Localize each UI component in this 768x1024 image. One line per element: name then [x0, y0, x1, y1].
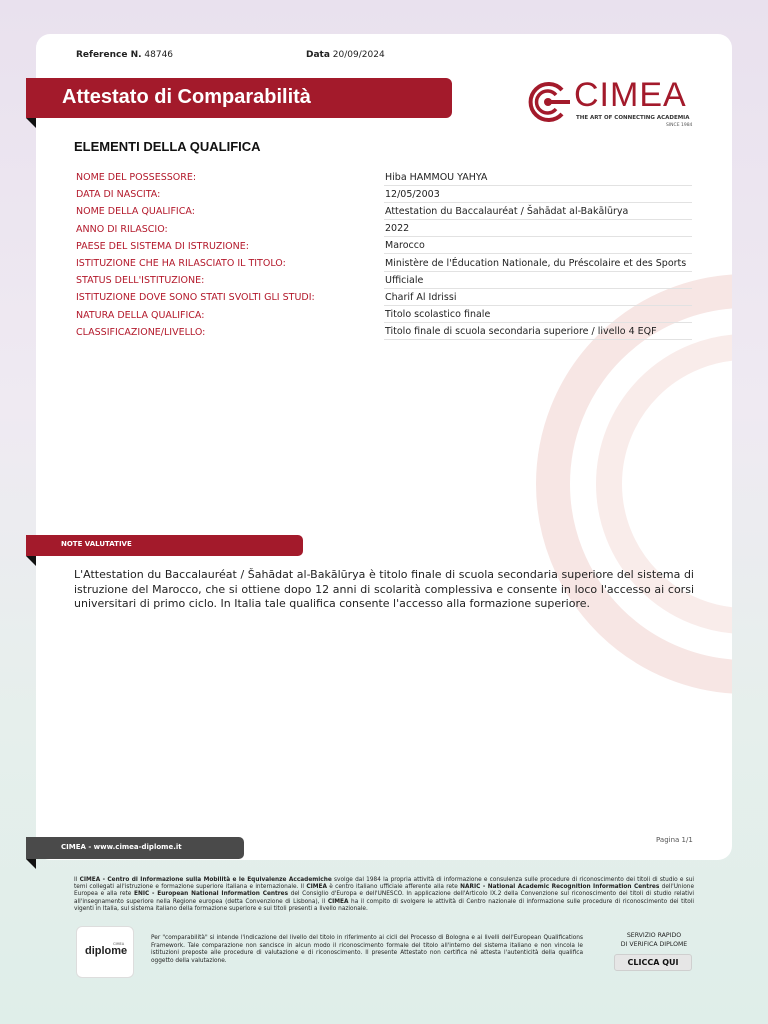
field-value: Ufficiale: [384, 273, 692, 289]
section-title: ELEMENTI DELLA QUALIFICA: [74, 139, 261, 154]
reference-value: 48746: [144, 50, 174, 60]
field-row: [74, 272, 694, 289]
cimea-logo-word: CIMEA: [574, 76, 687, 114]
certificate-card: [36, 34, 732, 860]
diplome-badge[interactable]: [76, 926, 134, 978]
date-label: Data: [306, 50, 330, 60]
legal-text-bold: CIMEA: [327, 898, 349, 905]
field-row: [74, 289, 694, 306]
field-label: CLASSIFICAZIONE/LIVELLO:: [76, 326, 206, 338]
field-label: STATUS DELL'ISTITUZIONE:: [76, 275, 205, 287]
verify-line-1: SERVIZIO RAPIDO: [626, 932, 682, 939]
legal-text-part: svolge dal 1984 la propria attività di informazione e consulenza sulle procedure di riconoscimento dei titoli di studio e sui temi collegati all'istruzione e formazione superiore italiana e internazionale. Il: [74, 877, 694, 891]
field-label: DATA DI NASCITA:: [76, 189, 161, 201]
field-label: ISTITUZIONE CHE HA RILASCIATO IL TITOLO:: [76, 258, 286, 270]
field-value: Charif Al Idrissi: [384, 290, 692, 306]
field-row: [74, 307, 694, 324]
field-label: NATURA DELLA QUALIFICA:: [76, 309, 205, 321]
legal-text-part: Il: [74, 877, 80, 883]
legal-text: [74, 877, 694, 913]
footer-site-link[interactable]: CIMEA - www.cimea-diplome.it: [26, 837, 244, 859]
field-value: Ministère de l'Éducation Nationale, du Préscolaire et des Sports: [384, 256, 692, 272]
field-label: NOME DEL POSSESSORE:: [76, 172, 197, 184]
cimea-logo: [524, 78, 700, 132]
legal-text-bold: NARIC - National Academic Recognition Information Centres: [460, 884, 660, 891]
field-label: ANNO DI RILASCIO:: [76, 223, 168, 235]
cimea-logo-since: SINCE 1984: [666, 123, 693, 128]
legal-text-part: dell'Unione Europea e alla rete: [74, 884, 695, 898]
notes-title: NOTE VALUTATIVE: [26, 535, 303, 556]
field-value: Marocco: [384, 238, 692, 254]
footer-fold: [26, 859, 36, 869]
field-label: NOME DELLA QUALIFICA:: [76, 206, 195, 218]
field-row: [74, 186, 694, 203]
page-number: Pagina 1/1: [656, 836, 693, 844]
notes-text: L'Attestation du Baccalauréat / Šahādat al-Bakālūrya è titolo finale di scuola secondaria superiore del sistema di istruzione del Marocco, che si ottiene dopo 12 anni di scolarità complessiva e consente in loco l'accesso ai corsi universitari di primo ciclo. In Italia tale qualifica consente l'accesso alla formazione superiore.: [74, 568, 694, 610]
reference-number: [76, 50, 173, 60]
field-value: 12/05/2003: [384, 187, 692, 203]
legal-text-bold: CIMEA - Centro di Informazione sulla Mobilità e le Equivalenze Accademiche: [79, 877, 332, 883]
reference-label: Reference N.: [76, 50, 142, 60]
disclaimer-text: Per "comparabilità" si intende l'indicazione del livello del titolo in riferimento ai cicli del Processo di Bologna e ai livelli dell'European Qualifications Framework. Tale comparazione non sancisce in alcun modo il riconoscimento formale del titolo all'interno del sistema italiano e non vincola le istituzioni preposte alle procedure di valutazione e di riconoscimento. Il presente Attestato non certifica né attesta l'autenticità della qualifica oggetto della valutazione.: [151, 935, 583, 964]
date-value: 20/09/2024: [332, 50, 385, 60]
field-row: [74, 221, 694, 238]
cimea-logo-tagline: THE ART OF CONNECTING ACADEMIA: [576, 115, 690, 121]
legal-text-part: del Consiglio d'Europa e dell'UNESCO. In applicazione dell'Articolo IX.2 della Convenzione sul riconoscimento dei titoli di studio relativi all'insegnamento superiore nella Regione europea (detta Convenzione di Lisbona), il: [74, 891, 694, 905]
verify-button[interactable]: CLICCA QUI: [614, 954, 692, 971]
field-value: 2022: [384, 221, 692, 237]
cimea-logo-icon: [524, 78, 572, 126]
field-value: Hiba HAMMOU YAHYA: [384, 170, 692, 186]
title-fold: [26, 118, 36, 128]
legal-text-bold: CIMEA: [306, 884, 327, 891]
document-date: [306, 50, 385, 60]
field-row: [74, 238, 694, 255]
diplome-badge-small: CIMEA: [113, 942, 125, 946]
field-value: Titolo scolastico finale: [384, 307, 692, 323]
legal-text-part: è centro italiano ufficiale afferente alla rete: [326, 884, 461, 891]
verify-line-2: DI VERIFICA DIPLOME: [620, 940, 688, 948]
field-row: [74, 324, 694, 341]
legal-text-bold: ENIC - European National Information Centres: [134, 891, 289, 898]
verify-service-label: [606, 932, 702, 949]
field-label: ISTITUZIONE DOVE SONO STATI SVOLTI GLI STUDI:: [76, 292, 315, 304]
field-label: PAESE DEL SISTEMA DI ISTRUZIONE:: [76, 240, 249, 252]
qualification-fields: [74, 169, 694, 341]
field-value: Titolo finale di scuola secondaria superiore / livello 4 EQF: [384, 324, 692, 340]
diplome-badge-label: diplome: [85, 945, 128, 957]
field-row: [74, 203, 694, 220]
field-value: Attestation du Baccalauréat / Šahādat al-Bakālūrya: [384, 204, 692, 220]
field-row: [74, 169, 694, 186]
notes-fold: [26, 556, 36, 566]
page-title: Attestato di Comparabilità: [26, 78, 452, 118]
legal-text-part: ha il compito di svolgere le attività di Centro nazionale di informazione sulle procedure di riconoscimento dei titoli vigenti in Italia, sul sistema italiano della formazione superiore e sui titoli presenti a livello nazionale.: [74, 898, 695, 912]
field-row: [74, 255, 694, 272]
